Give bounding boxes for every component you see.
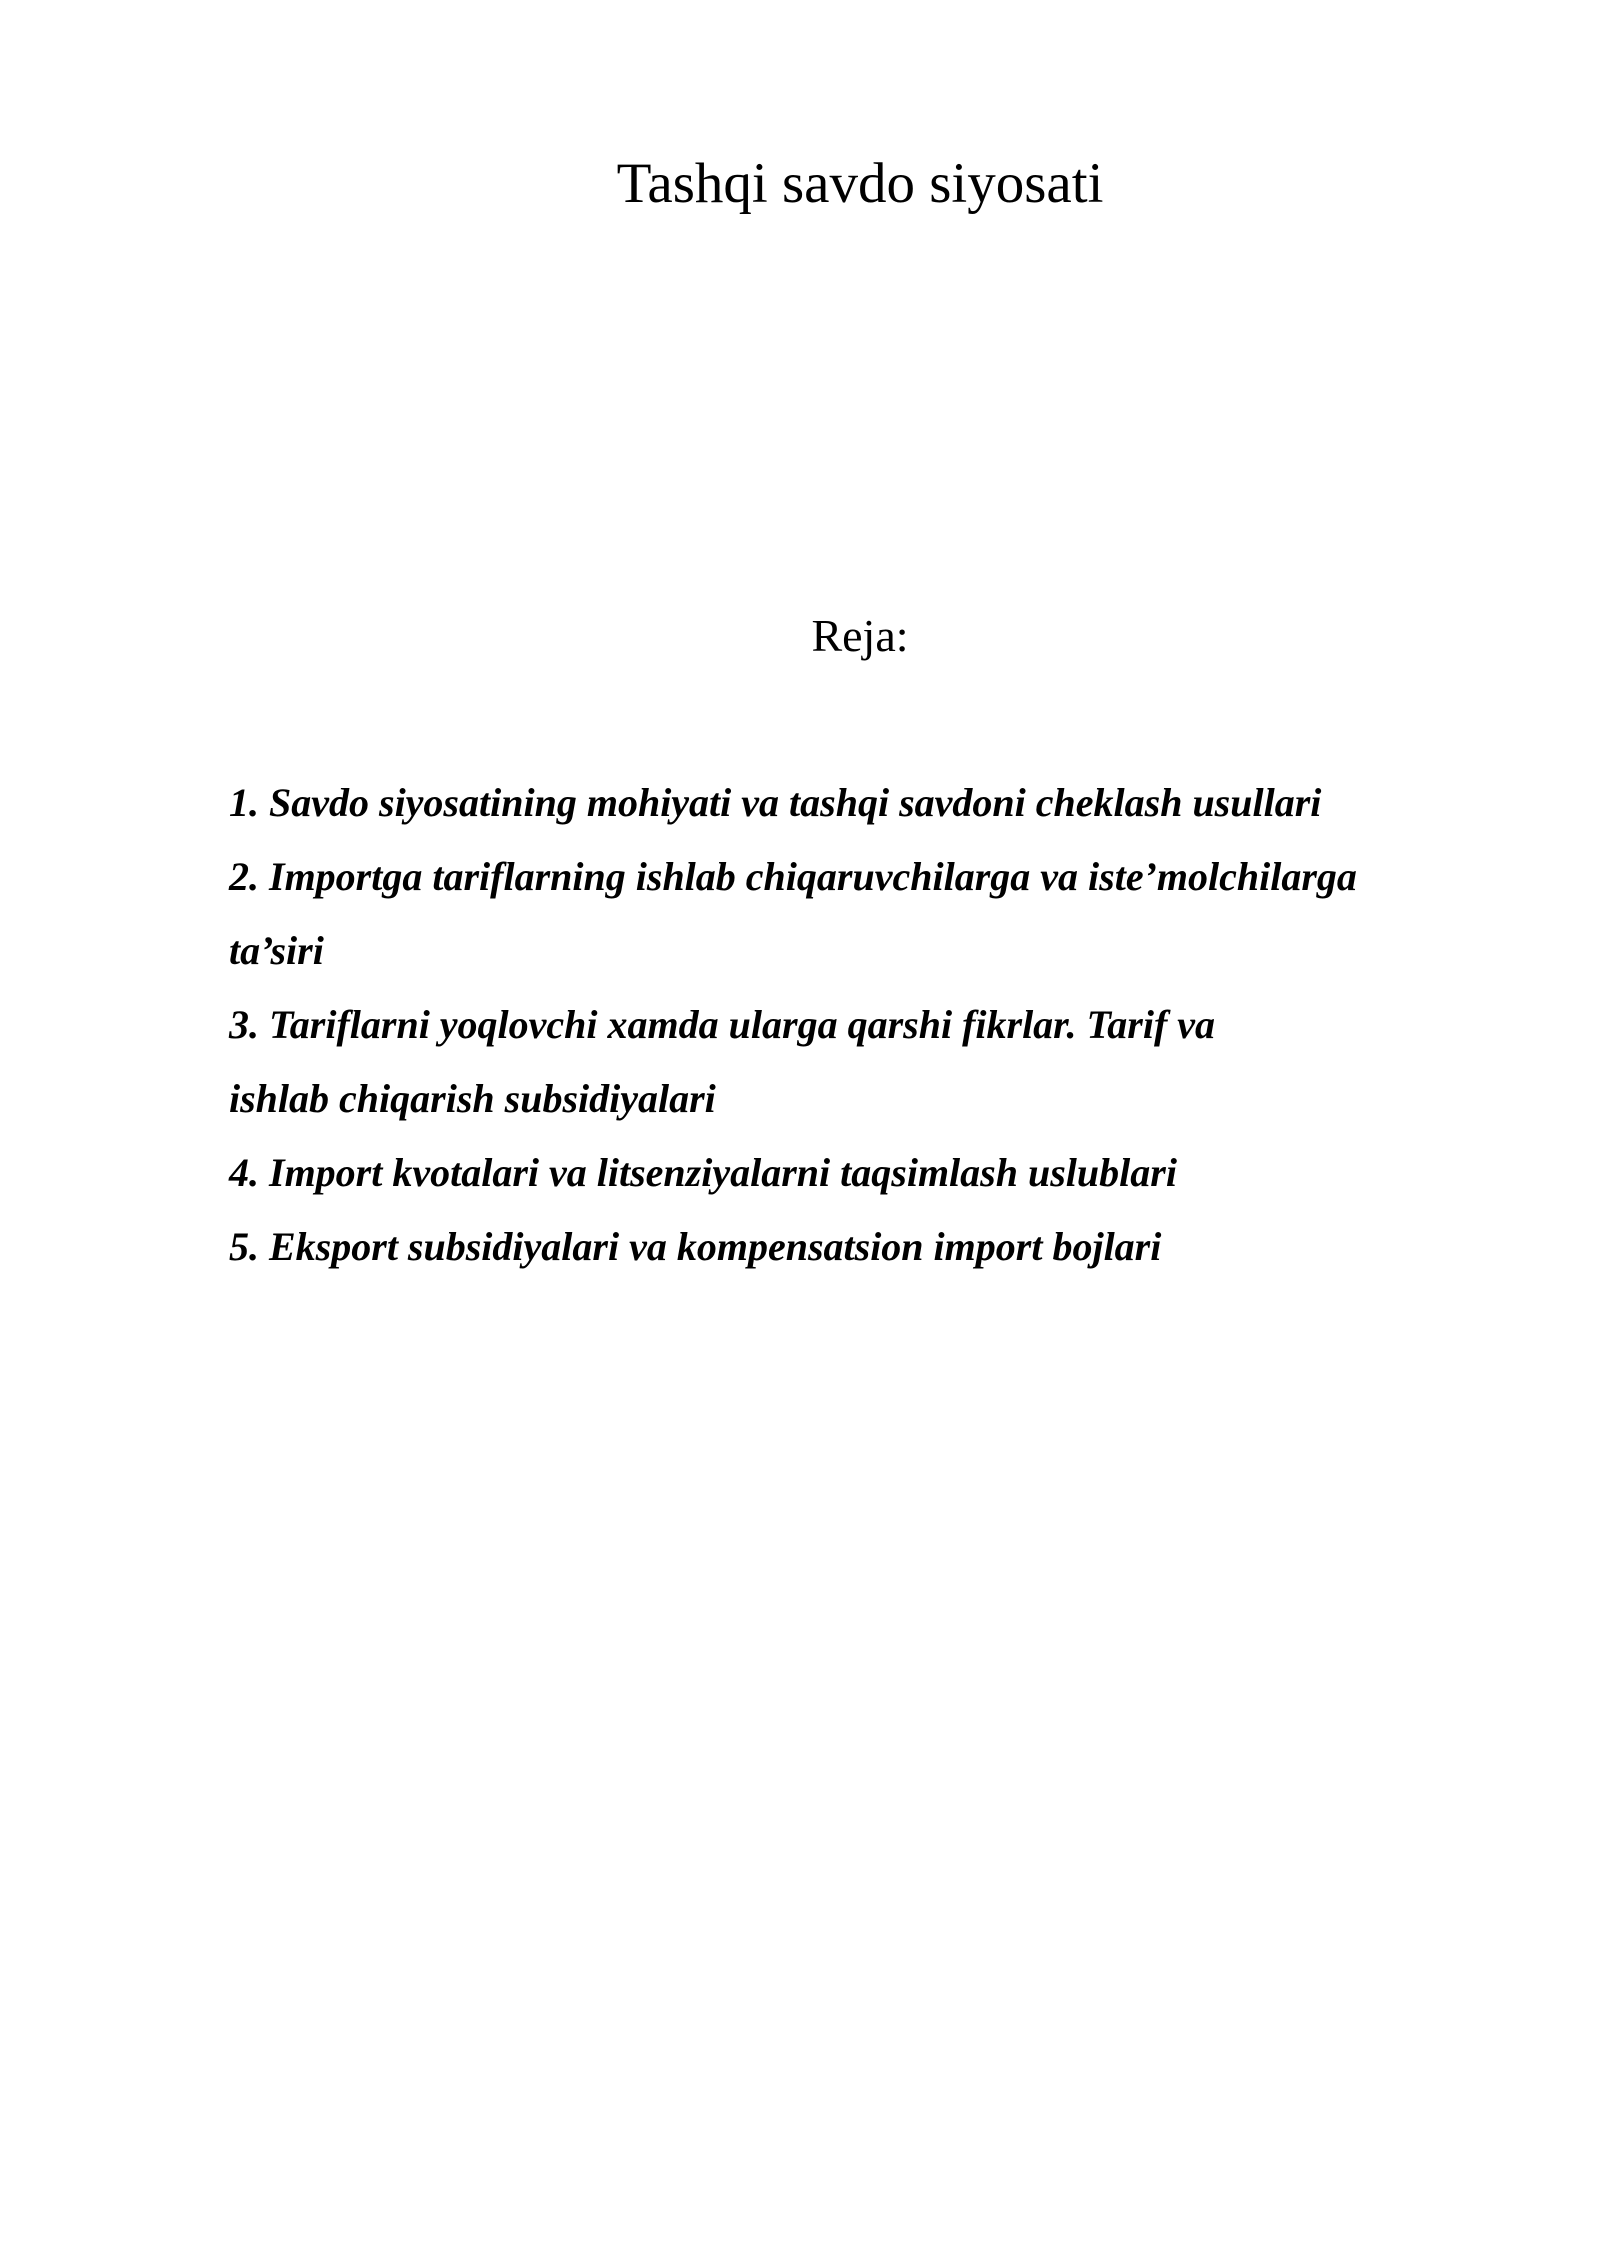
plan-heading: Reja: [811,610,909,661]
plan-item-1: 1. Savdo siyosatining mohiyati va tashqi savdoni cheklash usullari [229,780,1322,825]
plan-item-3: 3. Tariflarni yoqlovchi xamda ularga qarshi fikrlar. Tarif va [229,1002,1216,1047]
plan-item-2-continuation: ta’siri [229,928,324,973]
plan-item-4: 4. Import kvotalari va litsenziyalarni taqsimlash uslublari [229,1150,1177,1195]
plan-list [229,766,1479,1284]
plan-item-2: 2. Importga tariflarning ishlab chiqaruvchilarga va iste’molchilarga [229,854,1357,899]
plan-item-3-continuation: ishlab chiqarish subsidiyalari [229,1076,716,1121]
plan-item-5: 5. Eksport subsidiyalari va kompensatsion import bojlari [229,1224,1162,1269]
document-title: Tashqi savdo siyosati [616,152,1104,215]
